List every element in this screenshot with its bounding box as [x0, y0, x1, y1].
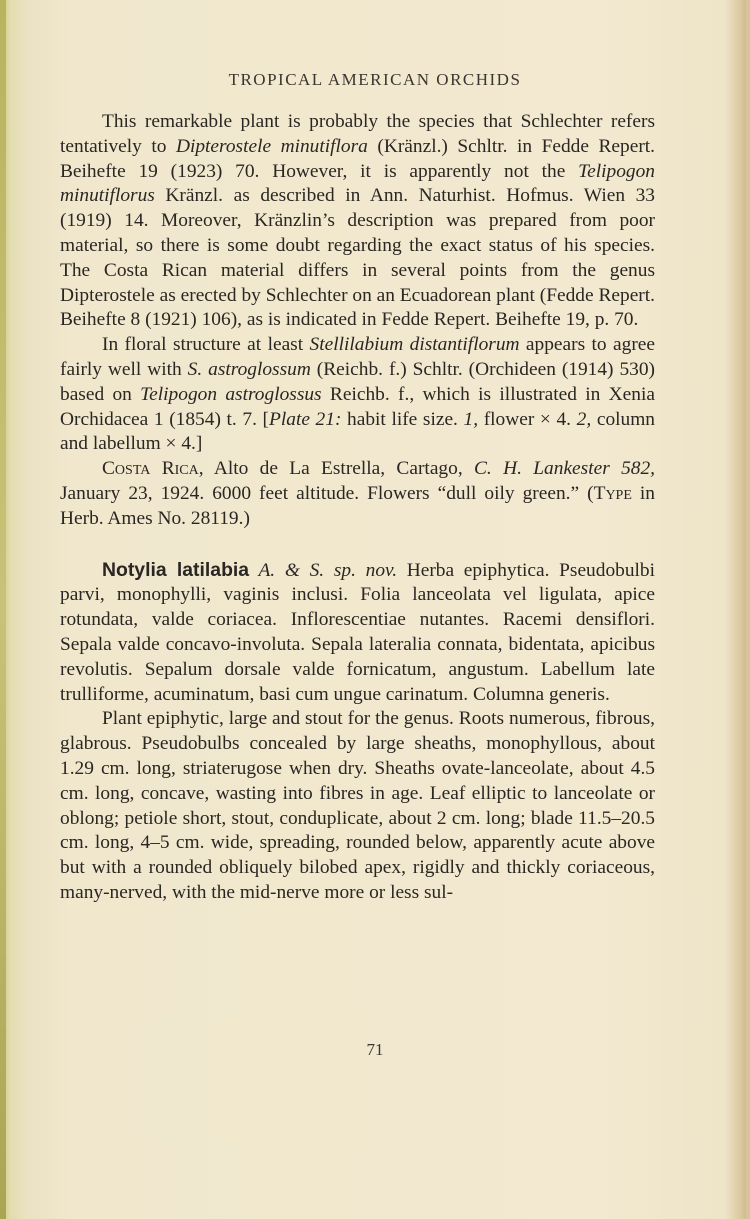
body-text	[60, 110, 655, 906]
text-run: flower × 4.	[478, 408, 577, 430]
text-run: C. H. Lankester 582,	[474, 458, 656, 480]
text-run: In floral structure at least	[102, 334, 310, 356]
text-run: (Kränzl.) Schltr. in Fedde Repert. Beihefte 19 (1923) 70. However, it is apparently not the	[60, 135, 656, 182]
text-run: in Herb. Ames No. 28119.)	[60, 482, 655, 529]
page-edge	[746, 0, 750, 1219]
text-run: Plant epiphytic, large and stout for the genus. Roots numerous, fibrous, glabrous. Pseudobulbs concealed by large sheaths, monophyllous, about 1.29 cm. long, striaterugose when dry. Sheaths ovate-lanceolate, about 4.5 cm. long, concave, wasting into fibres in age. Leaf elliptic to lanceolate or oblong; petiole short, stout, conduplicate, about 2 cm. long; blade 11.5–20.5 cm. long, 4–5 cm. wide, spreading, rounded below, apparently acute above but with a rounded obliquely bilobed apex, rigidly and thickly coriaceous, many-nerved, with the mid-nerve more or less sul-	[60, 708, 655, 903]
text-run: Telipogon minutiflorus	[60, 160, 655, 207]
text-run: 2,	[576, 408, 592, 430]
text-run: A. & S. sp. nov.	[249, 559, 398, 581]
text-run: , Alto de La Estrella, Cartago,	[198, 458, 474, 480]
page-number: 71	[366, 1040, 384, 1059]
text-run: appears to agree fairly well with	[60, 334, 655, 380]
paragraph	[60, 333, 655, 457]
paragraph	[60, 558, 655, 708]
text-run: Costa Rica	[102, 458, 199, 480]
text-run: Telipogon astroglossus	[140, 383, 322, 405]
text-run: Reichb. f., which is illustrated in Xenia Orchidacea 1 (1854) t. 7. [	[60, 383, 655, 430]
text-run: Herba epiphytica. Pseudobulbi parvi, monophylli, vaginis inclusi. Folia lanceolata vel ligulata, apice rotundata, valde coriacea. Inflorescentiae nutantes. Racemi densiflori. Sepala valde concavo-involuta. Sepala lateralia connata, bidentata, apicibus revolutis. Sepalum dorsale valde fornicatum, angustum. Labellum late trulliforme, acuminatum, basi cum ungue carinatum. Columna generis.	[60, 559, 655, 705]
text-run: Plate 21:	[269, 408, 342, 430]
text-run: (Reichb. f.) Schltr. (Orchideen (1914) 530) based on	[60, 358, 655, 405]
text-run: Type	[593, 482, 632, 504]
binding-gutter	[0, 0, 6, 1219]
text-run: January 23, 1924. 6000 feet altitude. Flowers “dull oily green.” (	[60, 482, 594, 504]
running-head: TROPICAL AMERICAN ORCHIDS	[228, 70, 522, 89]
text-run: S. astroglossum	[187, 358, 311, 380]
text-run: Stellilabium distantiflorum	[309, 334, 520, 356]
text-run: Dipterostele minutiflora	[175, 135, 368, 157]
paragraph	[60, 110, 655, 333]
paragraph	[60, 707, 655, 905]
text-run: This remarkable plant is probably the species that Schlechter refers tentatively to	[60, 111, 655, 157]
text-run: Kränzl. as described in Ann. Naturhist. Hofmus. Wien 33 (1919) 14. Moreover, Kränzlin’s description was prepared from poor material, so there is some doubt regarding the exact status of his species. The Costa Rican material differs in several points from the genus Dipterostele as erected by Schlechter on an Ecuadorean plant (Fedde Repert. Beihefte 8 (1921) 106), as is indicated in Fedde Repert. Beihefte 19, p. 70.	[60, 185, 655, 331]
text-run: 1,	[463, 408, 479, 430]
text-run: Notylia latilabia	[102, 558, 250, 581]
paragraph	[60, 457, 655, 531]
text-run: habit life size.	[341, 408, 464, 430]
text-run: column and labellum × 4.]	[60, 408, 656, 455]
